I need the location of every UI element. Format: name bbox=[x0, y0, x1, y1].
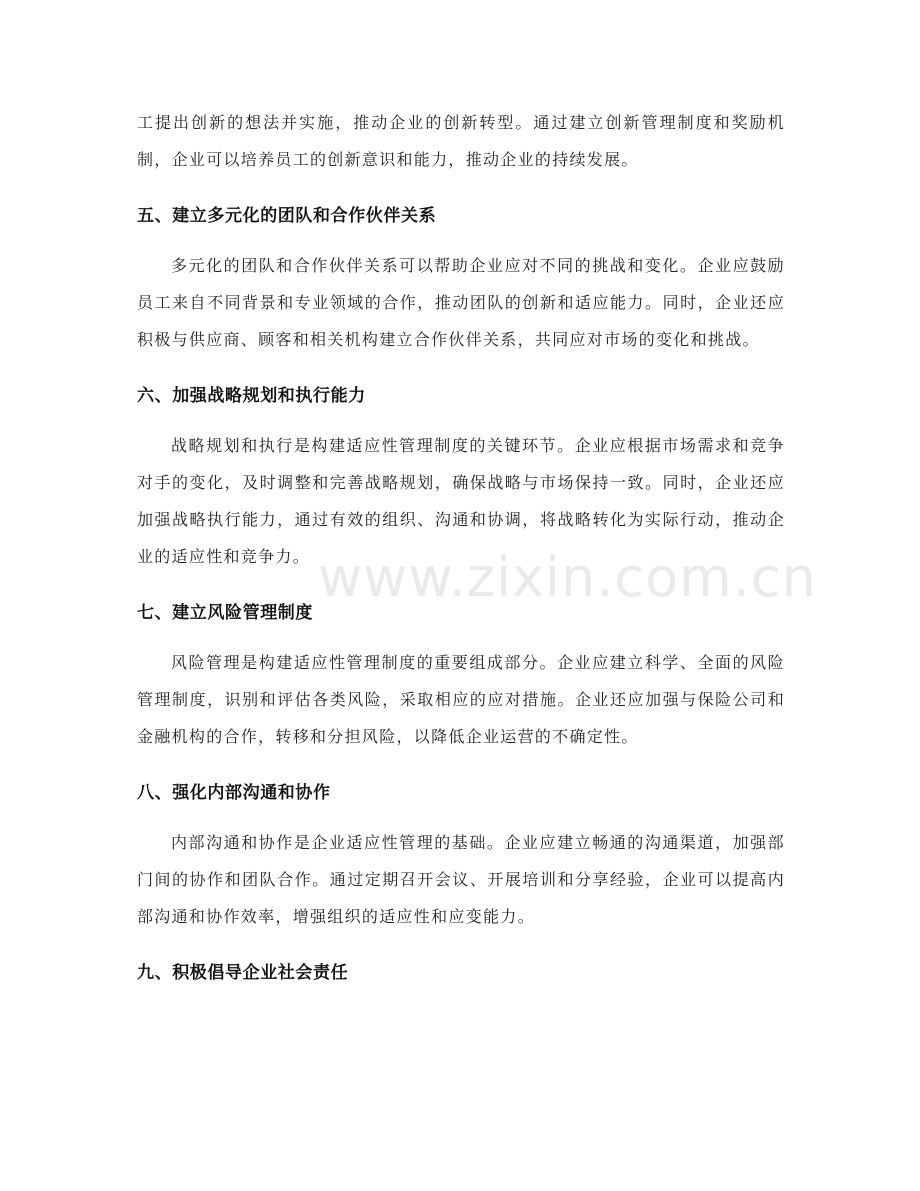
section-body-6: 战略规划和执行是构建适应性管理制度的关键环节。企业应根据市场需求和竞争对手的变化，及时调整和完善战略规划，确保战略与市场保持一致。同时，企业还应加强战略执行能力，通过有效的组织、沟通和协调，将战略转化为实际行动，推动企业的适应性和竞争力。 bbox=[137, 436, 785, 566]
section-heading-7: 七、建立风险管理制度 bbox=[137, 603, 313, 623]
section-heading-8: 八、强化内部沟通和协作 bbox=[137, 783, 331, 803]
section-body-7: 风险管理是构建适应性管理制度的重要组成部分。企业应建立科学、全面的风险管理制度，识别和评估各类风险，采取相应的应对措施。企业还应加强与保险公司和金融机构的合作，转移和分担风险，以降低企业运营的不确定性。 bbox=[137, 653, 785, 746]
section-heading-5: 五、建立多元化的团队和合作伙伴关系 bbox=[137, 206, 437, 226]
section-heading-6: 六、加强战略规划和执行能力 bbox=[137, 386, 366, 406]
watermark: www.zixin.com.cn bbox=[318, 546, 817, 609]
section-body-8: 内部沟通和协作是企业适应性管理的基础。企业应建立畅通的沟通渠道，加强部门间的协作和团队合作。通过定期召开会议、开展培训和分享经验，企业可以提高内部沟通和协作效率，增强组织的适应性和应变能力。 bbox=[137, 833, 785, 926]
document-body bbox=[137, 104, 785, 992]
section-heading-9: 九、积极倡导企业社会责任 bbox=[137, 963, 349, 983]
intro-paragraph: 工提出创新的想法并实施，推动企业的创新转型。通过建立创新管理制度和奖励机制，企业可以培养员工的创新意识和能力，推动企业的持续发展。 bbox=[137, 113, 785, 169]
section-body-5: 多元化的团队和合作伙伴关系可以帮助企业应对不同的挑战和变化。企业应鼓励员工来自不同背景和专业领域的合作，推动团队的创新和适应能力。同时，企业还应积极与供应商、顾客和相关机构建立合作伙伴关系，共同应对市场的变化和挑战。 bbox=[137, 256, 785, 349]
